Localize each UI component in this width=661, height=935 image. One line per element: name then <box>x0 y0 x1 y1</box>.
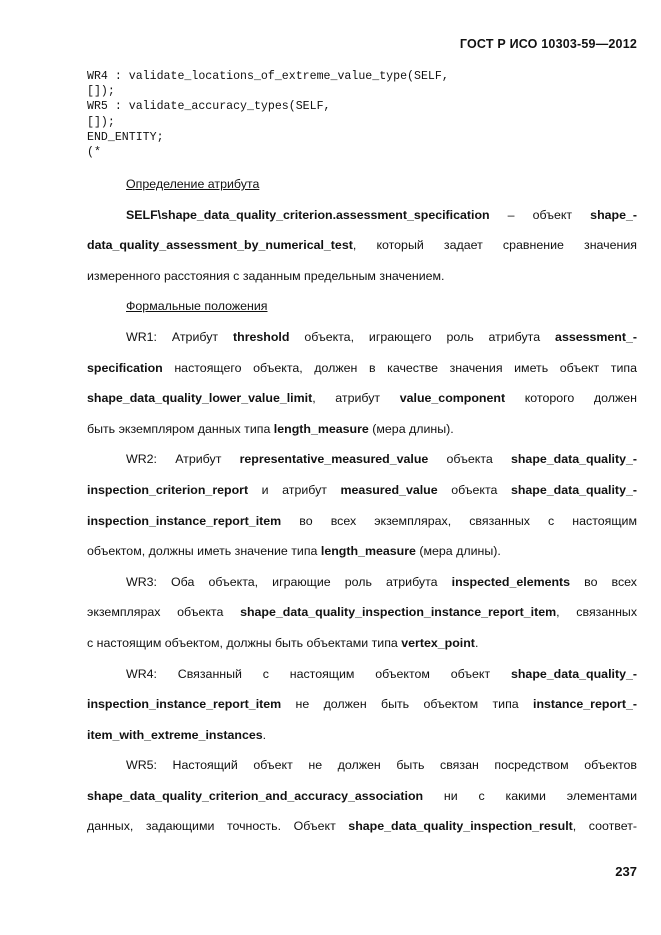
text-line: shape_data_quality_lower_value_limit, атрибут value_component которого должен <box>87 391 637 406</box>
text-line: WR5: Настоящий объект не должен быть связан посредством объектов <box>126 758 637 773</box>
text-line: измеренного расстояния с заданным предельным значением. <box>87 268 445 283</box>
text-line: specification настоящего объекта, должен в качестве значения иметь объект типа <box>87 360 637 375</box>
text-line: быть экземпляром данных типа length_measure (мера длины). <box>87 421 454 436</box>
body-text <box>87 172 637 845</box>
text-line: объектом, должны иметь значение типа length_measure (мера длины). <box>87 544 501 559</box>
text-line: SELF\shape_data_quality_criterion.assessment_specification – объект shape_- <box>126 207 637 222</box>
text-line: inspection_instance_report_item не должен быть объектом типа instance_report_- <box>87 697 637 712</box>
page-number: 237 <box>615 864 637 879</box>
text-line: WR4: Связанный с настоящим объектом объект shape_data_quality_- <box>126 666 637 681</box>
section-heading-formal-propositions: Формальные положения <box>126 299 268 314</box>
code-line: []); <box>87 85 115 99</box>
code-line: (* <box>87 146 101 160</box>
section-heading-attribute-definition: Определение атрибута <box>126 177 260 191</box>
text-line: inspection_instance_report_item во всех экземплярах, связанных с настоящим <box>87 513 637 528</box>
code-line: WR4 : validate_locations_of_extreme_value_type(SELF, <box>87 70 449 83</box>
text-line: экземплярах объекта shape_data_quality_inspection_instance_report_item, связанных <box>87 605 638 620</box>
document-header: ГОСТ Р ИСО 10303-59—2012 <box>459 37 637 51</box>
text-line: item_with_extreme_instances. <box>87 727 267 742</box>
code-block <box>87 69 449 160</box>
code-line: WR5 : validate_accuracy_types(SELF, <box>87 100 331 114</box>
text-line: inspection_criterion_report и атрибут measured_value объекта shape_data_quality_- <box>87 482 637 497</box>
text-line: data_quality_assessment_by_numerical_test, который задает сравнение значения <box>87 238 637 253</box>
text-line: WR3: Оба объекта, играющие роль атрибута inspected_elements во всех <box>126 574 637 589</box>
text-line: WR2: Атрибут representative_measured_value объекта shape_data_quality_- <box>126 452 637 467</box>
code-line: END_ENTITY; <box>87 130 164 144</box>
text-line: данных, задающими точность. Объект shape_data_quality_inspection_result, соответ- <box>87 819 637 834</box>
code-line: []); <box>87 115 115 129</box>
text-line: shape_data_quality_criterion_and_accuracy_association ни с какими элементами <box>87 788 637 803</box>
text-line: с настоящим объектом, должны быть объектами типа vertex_point. <box>87 635 479 650</box>
text-line: WR1: Атрибут threshold объекта, играющего роль атрибута assessment_- <box>126 329 638 344</box>
